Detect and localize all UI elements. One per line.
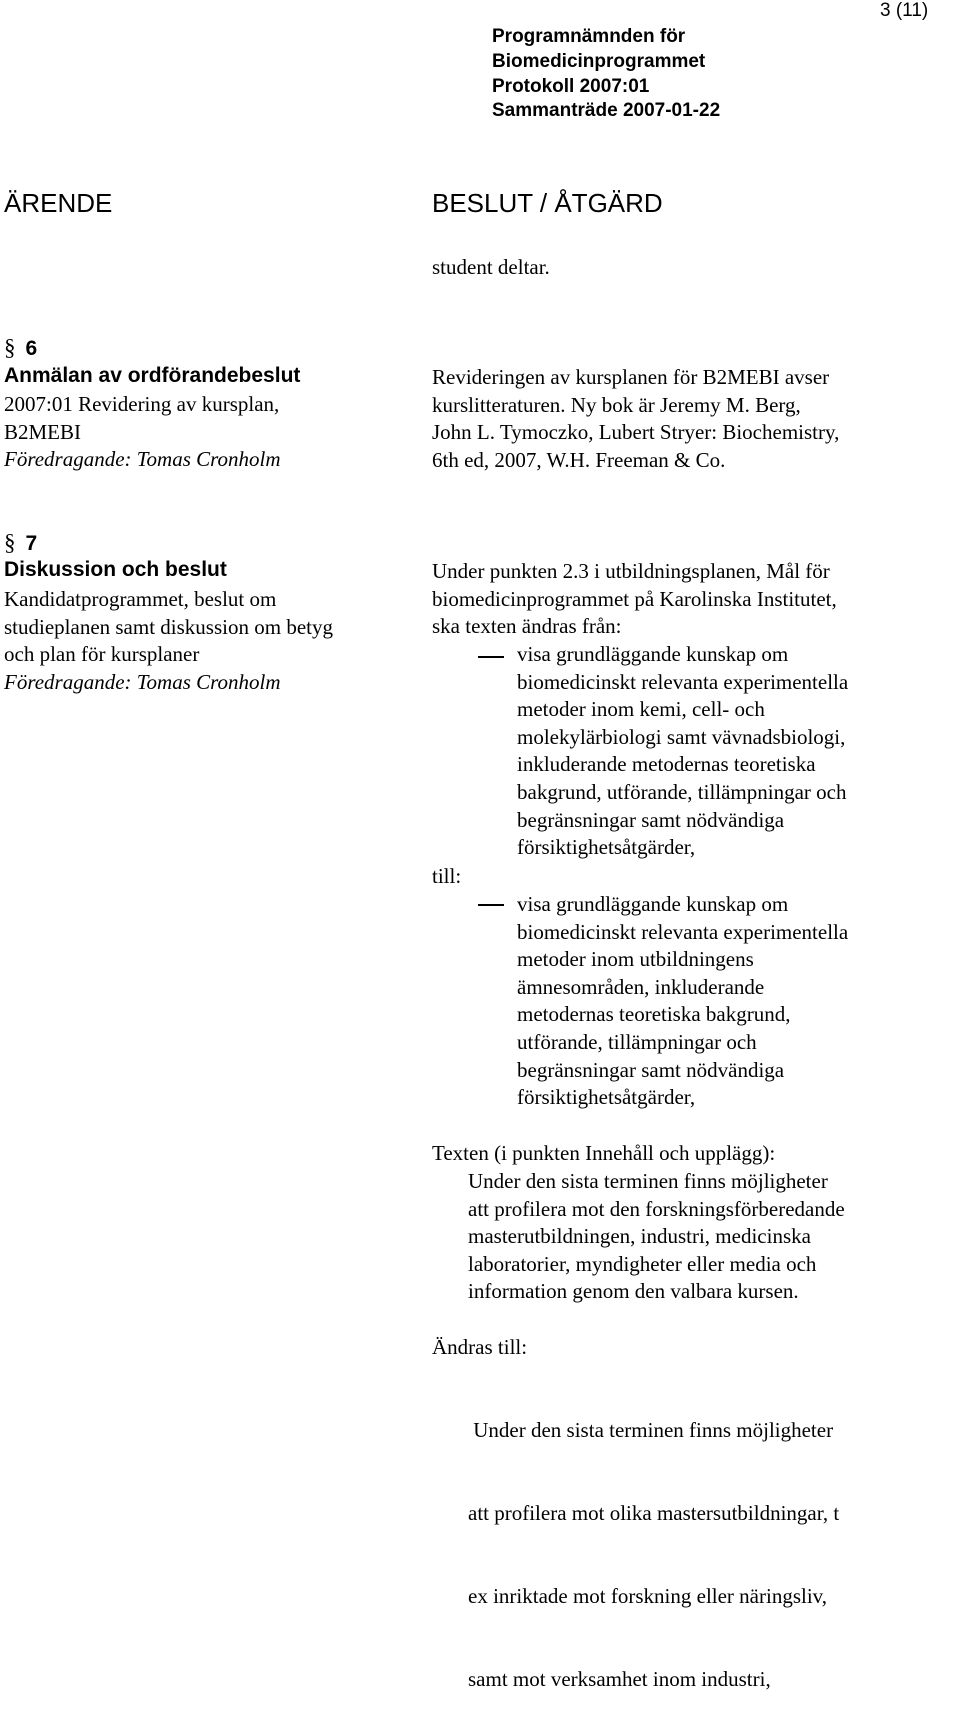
from-item: visa grundläggande kunskap om biomedicinskt relevanta experimentella metoder inom kemi, cell- och molekylärbiologi samt vävnadsbiologi, inkluderande metodernas teoretiska bakgrund, utförande, tillämpningar och begränsningar samt nödvändiga försiktighetsåtgärder, — [517, 642, 849, 860]
content-label: Texten (i punkten Innehåll och upplägg): — [432, 1141, 776, 1165]
protocol-number: Protokoll 2007:01 — [492, 76, 650, 97]
dash-bullet — [478, 656, 504, 658]
meeting-date: Sammanträde 2007-01-22 — [492, 100, 721, 121]
section-7-title: Diskussion och beslut — [4, 558, 227, 581]
section-6-presenter: Föredragande: Tomas Cronholm — [4, 447, 281, 471]
section-7-number: § 7 — [4, 530, 38, 555]
beslut-heading: BESLUT / ÅTGÄRD — [432, 188, 663, 218]
section-6-decision: Revideringen av kursplanen för B2MEBI avser kurslitteraturen. Ny bok är Jeremy M. Berg, John L. Tymoczko, Lubert Stryer: Biochemistry, 6th ed, 2007, W.H. Freeman & Co. — [432, 365, 840, 472]
section-7-line1: Kandidatprogrammet, beslut om — [4, 587, 277, 611]
change-label: Ändras till: — [432, 1335, 528, 1359]
continued-text: student deltar. — [432, 255, 550, 279]
section-6-line1: 2007:01 Revidering av kursplan, — [4, 392, 280, 416]
committee-name: Programnämnden för — [492, 26, 686, 47]
page-number: 3 (11) — [880, 0, 929, 21]
section-symbol: § — [4, 335, 16, 360]
section-6-title: Anmälan av ordförandebeslut — [4, 364, 301, 387]
to-label: till: — [432, 864, 462, 888]
program-name: Biomedicinprogrammet — [492, 51, 706, 72]
section-7-presenter: Föredragande: Tomas Cronholm — [4, 670, 281, 694]
dash-bullet — [478, 904, 504, 906]
content-text: Under den sista terminen finns möjligheter att profilera mot den forskningsförberedande masterutbildningen, industri, medicinska laboratorier, myndigheter eller media och information genom den valbara kursen. — [468, 1169, 845, 1304]
to-item: visa grundläggande kunskap om biomedicinskt relevanta experimentella metoder inom utbildningens ämnesområden, inkluderande metodernas teoretiska bakgrund, utförande, tillämpningar och begränsningar samt nödvändiga försiktighetsåtgärder, — [517, 892, 849, 1110]
section-symbol: § — [4, 530, 16, 555]
change-text: Under den sista terminen finns möjligheter att profilera mot olika mastersutbildningar, t ex inriktade mot forskning eller näringsliv, samt mot verksamhet inom industri, — [468, 1418, 840, 1691]
section-7-intro: Under punkten 2.3 i utbildningsplanen, Mål för biomedicinprogrammet på Karolinska Institutet, ska texten ändras från: — [432, 559, 837, 639]
arende-heading: ÄRENDE — [4, 188, 113, 218]
section-6-number: § 6 — [4, 335, 38, 360]
section-7-line2: studieplanen samt diskussion om betyg — [4, 615, 333, 639]
section-7-line3: och plan för kursplaner — [4, 642, 200, 666]
section-6-line2: B2MEBI — [4, 420, 82, 444]
